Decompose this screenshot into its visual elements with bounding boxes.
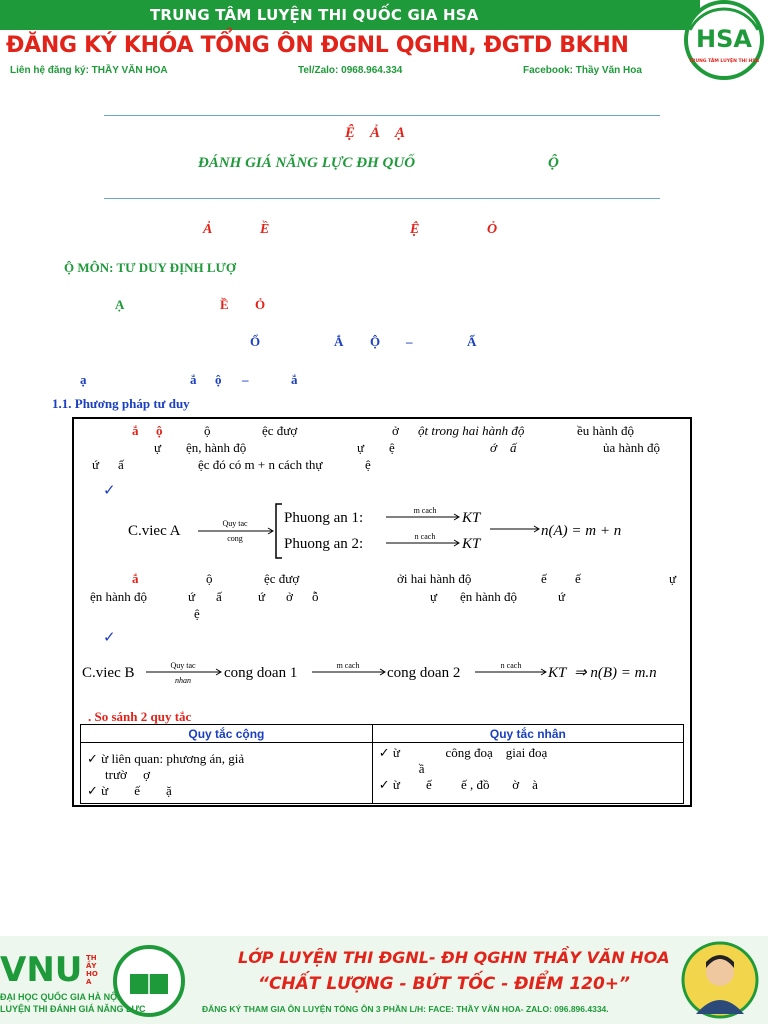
tel-text: Tel/Zalo: 0968.964.334 <box>298 65 403 76</box>
p1-1f: ột trong hai hành độ <box>418 423 525 438</box>
section-b-1: Ổ <box>250 334 261 349</box>
diagram2-result: ⇒ n(B) = m.n <box>574 665 657 681</box>
list-item <box>87 783 366 799</box>
footer-slogan: “CHẤT LƯỢNG - BỨT TỐC - ĐIỂM 120+” <box>258 974 630 994</box>
title-line2-b: Ộ <box>548 155 559 171</box>
diagram2-arrow1-top: Quy tac <box>170 661 196 670</box>
p1-2a: ự <box>154 440 162 455</box>
subtitle-c: Ệ <box>410 222 420 237</box>
section-b-5: Ấ <box>467 334 477 349</box>
p1-1g: ều hành độ <box>577 423 635 438</box>
hsa-logo <box>668 0 768 84</box>
p2-2g: ự <box>430 589 438 604</box>
p1-2e: ớ <box>490 440 497 455</box>
p1-3a: ứ <box>92 457 100 472</box>
nhan-item-2: ầ <box>418 761 425 776</box>
headline: ĐĂNG KÝ KHÓA TỔNG ÔN ĐGNL QGHN, ĐGTD BKHN <box>6 33 629 58</box>
diagram2-left: C.viec B <box>82 665 135 681</box>
footer-register: ĐĂNG KÝ THAM GIA ÔN LUYỆN TỔNG ÔN 3 PHẦN L/H: FACE: THẦY VĂN HOA- ZALO: 096.896.4334. <box>202 1004 609 1014</box>
top-rule <box>104 115 660 116</box>
footer-banner <box>0 936 768 1024</box>
p1-1b: ộ <box>156 423 163 438</box>
cong-item-2: trườ ợ <box>105 767 150 782</box>
title-line2-a: ĐÁNH GIÁ NĂNG LỰC ĐH QUỐ <box>198 155 416 171</box>
p2-2a: ện hành độ <box>90 589 148 604</box>
vnu-line1: ĐẠI HỌC QUỐC GIA HÀ NỘI <box>0 992 120 1002</box>
section-b-4: – <box>406 334 413 349</box>
check-icon: ✓ <box>378 777 393 792</box>
section-c-5: ắ <box>291 372 298 387</box>
diagram1-opt2-end: KT <box>462 536 481 552</box>
diagram2-end: KT <box>548 665 567 681</box>
p2-1b: ộ <box>206 571 213 586</box>
diagram1-arrow-bottom: cong <box>227 534 243 543</box>
p1-1a: ắ <box>132 423 139 438</box>
logo-text: HSA <box>696 25 752 53</box>
p1-2f: ấ <box>510 440 517 455</box>
heading-1-1: 1.1. Phương pháp tư duy <box>52 396 190 411</box>
p2-3: ệ <box>194 606 200 621</box>
subject-heading: Ộ MÔN: TƯ DUY ĐỊNH LƯỢ <box>64 260 237 275</box>
p2-1g: ự <box>669 571 677 586</box>
section-c-3: ộ <box>215 372 222 387</box>
p1-2c: ự <box>357 440 365 455</box>
p1-2b: ện, hành độ <box>186 440 247 455</box>
check-icon-2: ✓ <box>103 630 116 646</box>
p2-1f: ế <box>575 571 581 586</box>
section-c-4: – <box>242 372 249 387</box>
list-item <box>87 751 366 767</box>
comparison-table <box>80 724 684 804</box>
check-icon: ✓ <box>87 751 102 766</box>
p2-1e: ế <box>541 571 547 586</box>
facebook-text: Facebook: Thầy Văn Hoa <box>523 65 642 76</box>
p1-3c: ệc đó có m + n cách thự <box>198 457 323 472</box>
table-header-cong: Quy tắc cộng <box>81 725 373 743</box>
teacher-photo <box>680 940 760 1020</box>
p2-2c: ấ <box>216 589 222 604</box>
p1-1d: ệc đượ <box>262 423 298 438</box>
section-c-2: ắ <box>190 372 197 387</box>
table-cell-nhan <box>372 743 683 804</box>
table-cell-cong <box>81 743 373 804</box>
p1-3b: ấ <box>118 457 124 472</box>
section-c-1: ạ <box>80 372 87 387</box>
section-a-1: Ạ <box>115 297 125 312</box>
table-header-nhan: Quy tắc nhân <box>372 725 683 743</box>
contact-text: Liên hệ đăng ký: THẦY VĂN HOA <box>10 65 168 76</box>
check-icon: ✓ <box>87 783 102 798</box>
cong-item-3: ừ ế ặ <box>101 783 172 798</box>
compare-heading: . So sánh 2 quy tắc <box>88 709 192 724</box>
section-a-3: Ỏ <box>255 297 266 312</box>
vnu-text: VNU <box>0 950 83 990</box>
diagram1-opt1-end: KT <box>462 510 481 526</box>
check-icon: ✓ <box>378 745 393 760</box>
diagram2-mid2: cong doan 2 <box>387 665 461 681</box>
vnu-small-text: THẦY HOA <box>86 954 98 986</box>
bottom-rule <box>104 198 660 199</box>
center-name: TRUNG TÂM LUYỆN THI QUỐC GIA HSA <box>150 6 479 24</box>
section-a-2: Ề <box>220 297 229 312</box>
subtitle-b: Ề <box>260 222 270 237</box>
section-b-3: Ộ <box>370 334 381 349</box>
p1-3d: ệ <box>365 457 371 472</box>
diagram1-result: n(A) = m + n <box>541 523 622 539</box>
p2-1d: ởi hai hành độ <box>397 571 472 586</box>
subtitle-d: Ỏ <box>487 222 498 237</box>
p2-2e: ở <box>286 589 293 604</box>
nhan-item-3: ừ ế ế , đồ ờ à <box>392 777 538 792</box>
section-b-2: Ắ <box>334 334 344 349</box>
p2-2i: ứ <box>558 589 566 604</box>
p2-1c: ệc đượ <box>264 571 300 586</box>
logo-caption: TRUNG TÂM LUYỆN THI HSA <box>688 59 760 64</box>
p1-2d: ệ <box>389 440 395 455</box>
diagram1-left: C.viec A <box>128 523 181 539</box>
header-banner <box>0 0 768 84</box>
diagram-quy-tac-cong <box>120 500 660 562</box>
diagram1-opt1-arrow: m cach <box>413 506 437 515</box>
p2-2d: ứ <box>258 589 266 604</box>
p2-2f: ỗ <box>312 589 319 604</box>
diagram2-arrow2-top: m cach <box>336 661 360 670</box>
diagram-quy-tac-nhan <box>78 655 688 691</box>
diagram1-opt2-arrow: n cach <box>414 532 436 541</box>
diagram1-opt2: Phuong an 2: <box>284 536 364 552</box>
p1-1e: ở <box>392 423 399 438</box>
p1-1c: ộ <box>204 423 211 438</box>
diagram2-arrow1-bottom: nhan <box>175 676 191 685</box>
list-item <box>379 777 677 793</box>
title-line1: Ệ Ả Ạ <box>345 125 406 141</box>
footer-title: LỚP LUYỆN THI ĐGNL- ĐH QGHN THẦY VĂN HOA <box>238 948 670 967</box>
diagram1-opt1: Phuong an 1: <box>284 510 364 526</box>
cong-item-1: ừ liên quan: phương án, giả <box>101 751 245 766</box>
p1-2g: ủa hành độ <box>603 440 661 455</box>
p2-2h: ện hành độ <box>460 589 518 604</box>
p2-2b: ứ <box>188 589 196 604</box>
diagram1-arrow-top: Quy tac <box>222 519 248 528</box>
subtitle-a: Ả <box>203 222 213 237</box>
check-icon-1: ✓ <box>103 483 116 499</box>
p2-1a: ắ <box>132 571 139 586</box>
vnu-line2: LUYỆN THI ĐÁNH GIÁ NĂNG LỰC <box>0 1004 146 1014</box>
list-item <box>379 745 677 761</box>
nhan-item-1: ừ công đoạ giai đoạ <box>392 745 548 760</box>
diagram2-mid1: cong doan 1 <box>224 665 298 681</box>
diagram2-arrow3-top: n cach <box>500 661 522 670</box>
